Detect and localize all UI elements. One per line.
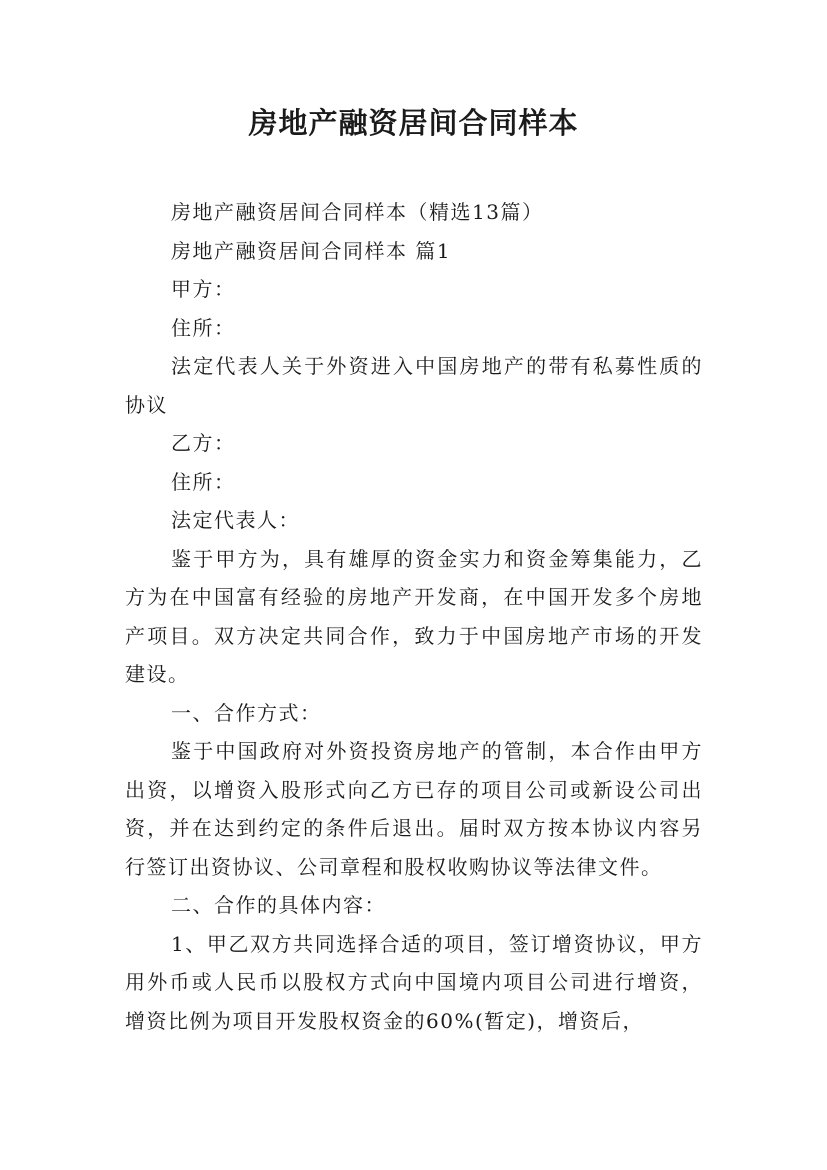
paragraph-heading-cooperation-mode: 一、合作方式：: [171, 700, 322, 725]
paragraph-party-b-address: 住所：: [171, 469, 236, 494]
paragraph-party-a: 甲方：: [171, 277, 236, 301]
paragraph-party-b: 乙方：: [171, 431, 236, 455]
paragraph-party-a-representative: 法定代表人关于外资进入中国房地产的带有私募性质的协议: [125, 354, 703, 417]
paragraph-section-heading: 房地产融资居间合同样本 篇1: [171, 238, 452, 263]
paragraph-subtitle: 房地产融资居间合同样本（精选13篇）: [171, 200, 544, 224]
paragraph-recital: 鉴于甲方为，具有雄厚的资金实力和资金筹集能力，乙方为在中国富有经验的房地产开发商，在中国开发多个房地产项目。双方决定共同合作，致力于中国房地产市场的开发建设。: [125, 546, 703, 686]
paragraph-party-a-address: 住所：: [171, 315, 236, 340]
paragraph-cooperation-mode: 鉴于中国政府对外资投资房地产的管制，本合作由甲方出资，以增资入股形式向乙方已存的项目公司或新设公司出资，并在达到约定的条件后退出。届时双方按本协议内容另行签订出资协议、公司章程和股权收购协议等法律文件。: [125, 739, 703, 879]
paragraph-clause-1: 1、甲乙双方共同选择合适的项目，签订增资协议，甲方用外币或人民币以股权方式向中国境内项目公司进行增资，增资比例为项目开发股权资金的60%(暂定)，增资后，: [125, 931, 703, 1033]
document-title: 房地产融资居间合同样本: [248, 106, 579, 140]
paragraph-party-b-representative: 法定代表人：: [171, 508, 300, 532]
document-body: [125, 193, 703, 1040]
paragraph-heading-cooperation-content: 二、合作的具体内容：: [171, 893, 386, 917]
